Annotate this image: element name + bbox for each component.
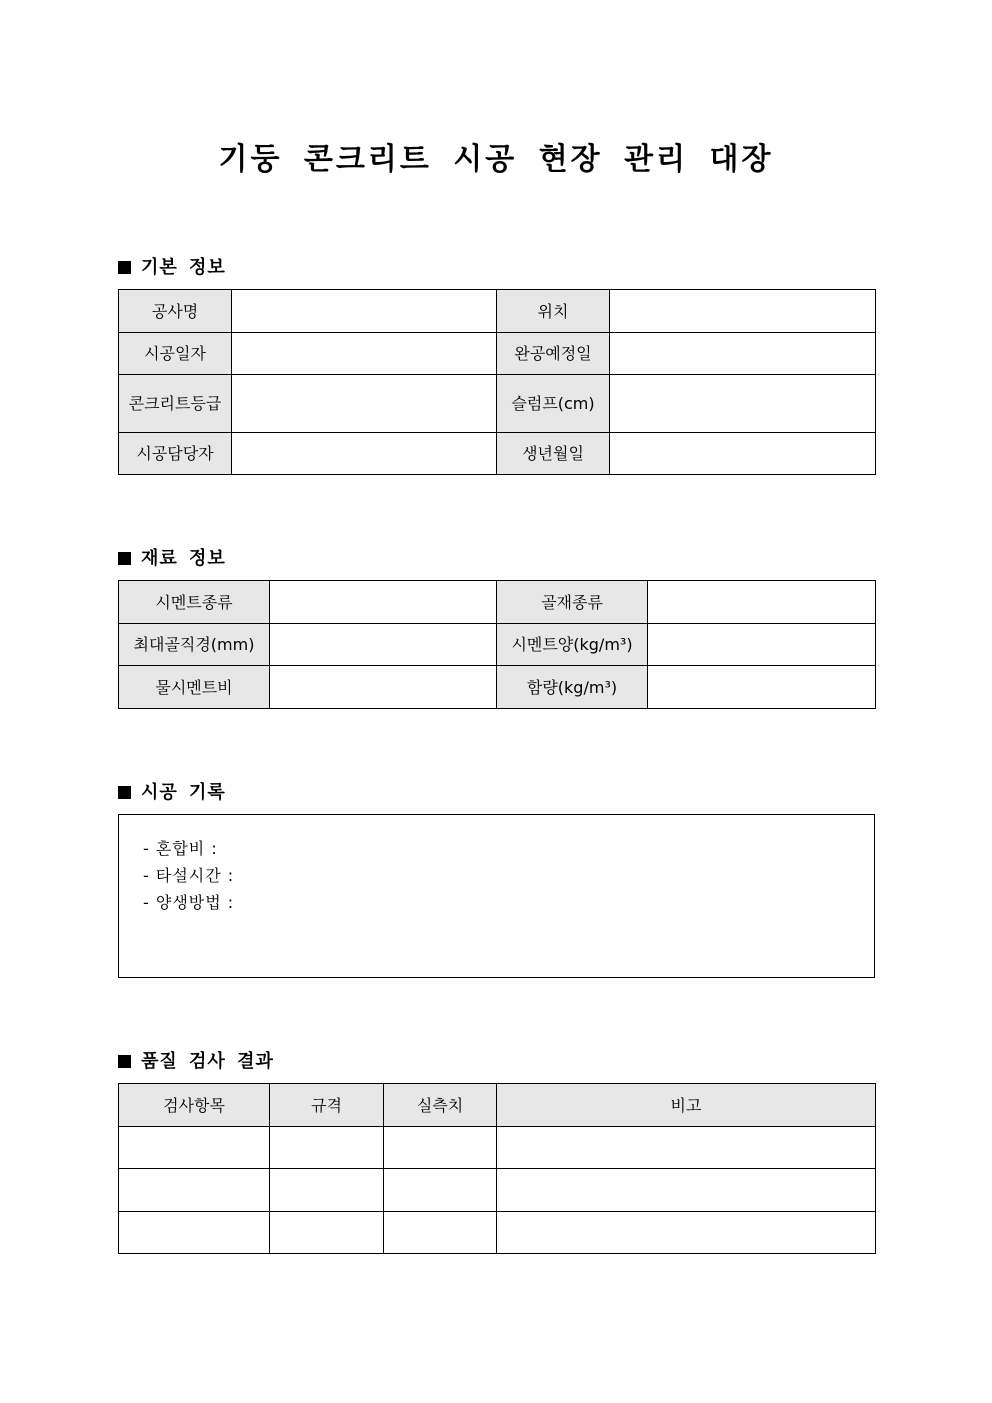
section-heading-basic [118, 253, 226, 279]
label-cell: 물시멘트비 [119, 666, 270, 709]
construction-record-box[interactable] [118, 814, 875, 978]
value-cell[interactable] [648, 581, 876, 624]
value-cell[interactable] [648, 666, 876, 709]
value-cell[interactable] [270, 581, 497, 624]
value-cell[interactable] [232, 433, 497, 475]
label-cell: 골재종류 [497, 581, 648, 624]
value-cell[interactable] [232, 333, 497, 375]
table-row [119, 1127, 876, 1169]
label-cell: 위치 [497, 290, 610, 333]
table-row [119, 375, 876, 433]
basic-info-table [118, 289, 876, 475]
label-cell: 콘크리트등급 [119, 375, 232, 433]
table-cell[interactable] [497, 1169, 876, 1212]
label-cell: 공사명 [119, 290, 232, 333]
value-cell[interactable] [232, 290, 497, 333]
table-row [119, 333, 876, 375]
label-cell: 시공일자 [119, 333, 232, 375]
label-cell: 함량(kg/m³) [497, 666, 648, 709]
value-cell[interactable] [648, 624, 876, 666]
table-row [119, 433, 876, 475]
material-info-table [118, 580, 876, 709]
table-row [119, 1212, 876, 1254]
label-cell: 슬럼프(cm) [497, 375, 610, 433]
quality-inspection-table [118, 1083, 876, 1254]
list-item: - 양생방법 : [143, 893, 235, 912]
value-cell[interactable] [610, 433, 876, 475]
label-cell: 시멘트종류 [119, 581, 270, 624]
section-heading-material [118, 544, 226, 570]
square-bullet-icon [118, 786, 131, 799]
label-cell: 시공담당자 [119, 433, 232, 475]
label-cell: 시멘트양(kg/m³) [497, 624, 648, 666]
section-heading-construction-label: 시공 기록 [141, 782, 226, 803]
table-cell[interactable] [270, 1169, 384, 1212]
section-heading-construction [118, 778, 226, 804]
table-header-row [119, 1084, 876, 1127]
table-cell[interactable] [497, 1212, 876, 1254]
square-bullet-icon [118, 552, 131, 565]
construction-record-list [119, 815, 874, 916]
table-cell[interactable] [119, 1127, 270, 1169]
table-row [119, 624, 876, 666]
label-cell: 생년월일 [497, 433, 610, 475]
table-cell[interactable] [119, 1169, 270, 1212]
value-cell[interactable] [270, 666, 497, 709]
value-cell[interactable] [610, 333, 876, 375]
square-bullet-icon [118, 261, 131, 274]
table-row [119, 666, 876, 709]
section-heading-quality [118, 1047, 274, 1073]
section-heading-quality-label: 품질 검사 결과 [141, 1051, 274, 1072]
table-cell[interactable] [497, 1127, 876, 1169]
column-header: 실측치 [384, 1084, 497, 1127]
table-row [119, 581, 876, 624]
label-cell: 완공예정일 [497, 333, 610, 375]
square-bullet-icon [118, 1055, 131, 1068]
table-cell[interactable] [384, 1169, 497, 1212]
column-header: 비고 [497, 1084, 876, 1127]
page-title: 기둥 콘크리트 시공 현장 관리 대장 [218, 142, 774, 177]
value-cell[interactable] [610, 290, 876, 333]
table-row [119, 290, 876, 333]
list-item: - 혼합비 : [143, 839, 218, 858]
table-cell[interactable] [384, 1212, 497, 1254]
section-heading-basic-label: 기본 정보 [141, 257, 226, 278]
table-cell[interactable] [270, 1127, 384, 1169]
table-cell[interactable] [384, 1127, 497, 1169]
table-cell[interactable] [270, 1212, 384, 1254]
table-cell[interactable] [119, 1212, 270, 1254]
section-heading-material-label: 재료 정보 [141, 548, 226, 569]
list-item: - 타설시간 : [143, 866, 235, 885]
label-cell: 최대골직경(mm) [119, 624, 270, 666]
column-header: 검사항목 [119, 1084, 270, 1127]
value-cell[interactable] [232, 375, 497, 433]
table-row [119, 1169, 876, 1212]
value-cell[interactable] [610, 375, 876, 433]
column-header: 규격 [270, 1084, 384, 1127]
value-cell[interactable] [270, 624, 497, 666]
